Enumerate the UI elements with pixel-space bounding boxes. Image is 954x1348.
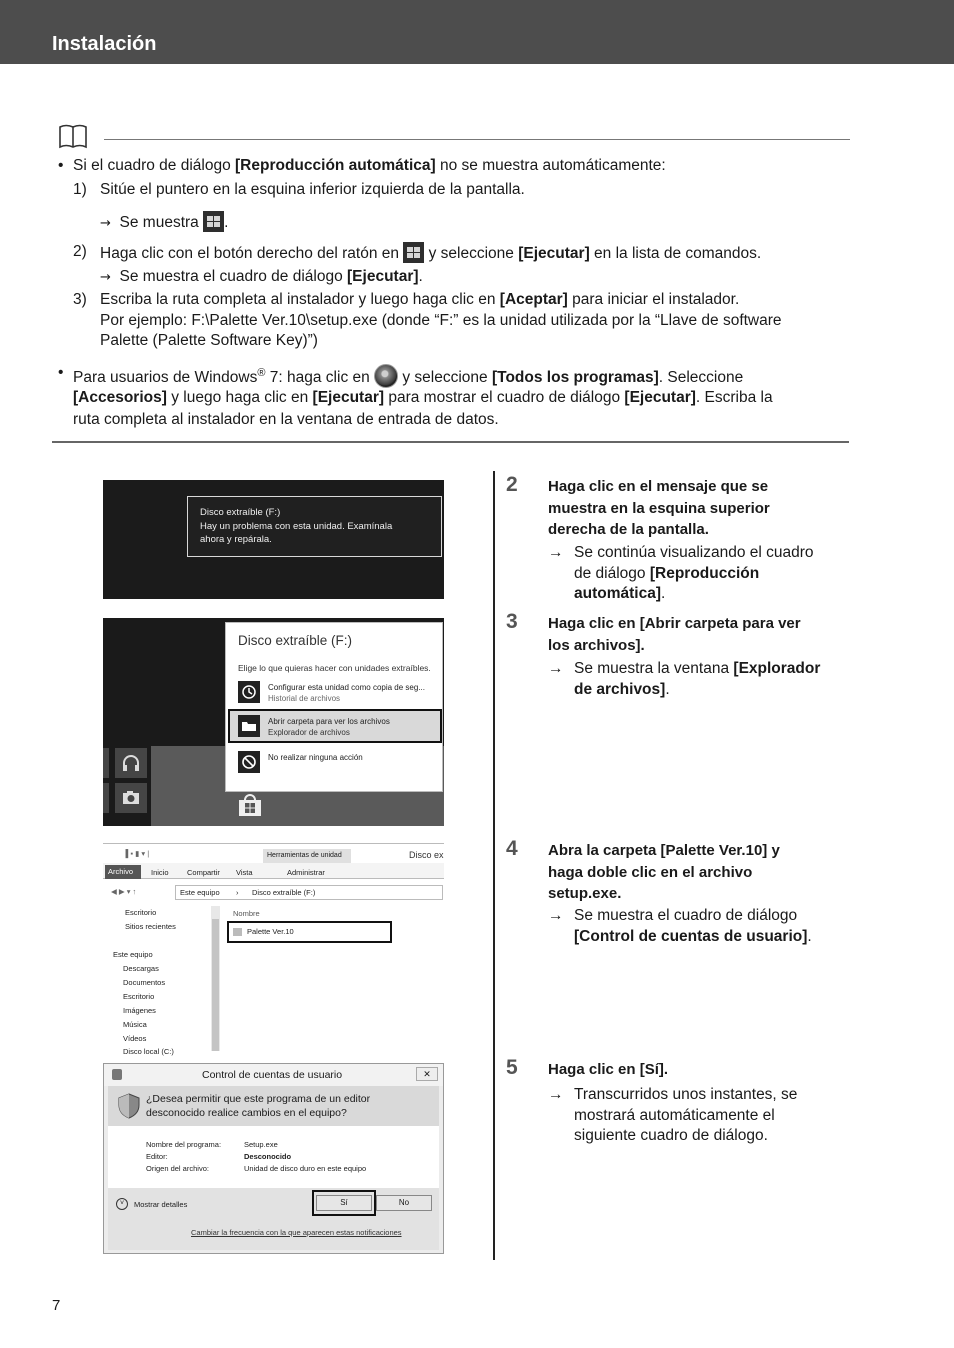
windows-start-icon (203, 211, 224, 232)
note-item2-num: 2) (73, 243, 87, 260)
note-bullet2-line1: Para usuarios de Windows® 7: haga clic en y seleccione [Todos los programas]. Seleccione (73, 363, 743, 388)
nav-item[interactable]: Música (123, 1020, 147, 1029)
folder-icon (238, 715, 260, 737)
note-item1-result: → Se muestra . (100, 211, 228, 234)
step-number: 4 (506, 837, 518, 860)
page-number: 7 (52, 1297, 61, 1314)
toast-title: Disco extraíble (F:) (200, 507, 281, 518)
window-title: Disco ex (409, 850, 444, 860)
tab-home[interactable]: Inicio (151, 868, 169, 877)
windows7-orb-icon (374, 364, 398, 388)
option-label: Abrir carpeta para ver los archivos (268, 717, 390, 726)
screenshot-autoplay-flyout (103, 618, 444, 826)
step-title: Abra la carpeta [Palette Ver.10] y haga doble clic en el archivo setup.exe. (548, 842, 780, 902)
nav-item[interactable]: Este equipo (113, 950, 153, 959)
detail-value: Desconocido (244, 1152, 292, 1161)
show-details-label: Mostrar detalles (134, 1200, 188, 1209)
quick-access-toolbar[interactable]: ▐ ▪ ▮ ▾ | (123, 849, 150, 858)
note-item1-num: 1) (73, 181, 87, 198)
step-title: Haga clic en el mensaje que se muestra en la esquina superior derecha de la pantalla. (548, 478, 770, 538)
step-number: 5 (506, 1056, 518, 1079)
start-tile (103, 748, 109, 778)
step-number: 2 (506, 473, 518, 496)
screenshot-file-explorer (103, 843, 444, 1056)
note-item3-num: 3) (73, 291, 87, 308)
option-open-folder[interactable] (228, 709, 442, 743)
page-title: Instalación (52, 33, 157, 55)
book-icon (58, 124, 88, 150)
nav-item[interactable]: Sitios recientes (125, 922, 176, 931)
camera-tile[interactable] (115, 783, 147, 813)
detail-label: Nombre del programa: (146, 1140, 222, 1149)
note-bullet2-line3: ruta completa al instalador en la ventana de entrada de datos. (73, 411, 499, 428)
flyout-title: Disco extraíble (F:) (238, 633, 353, 648)
option-label: Configurar esta unidad como copia de seg... (268, 683, 425, 692)
folder-item-palette[interactable] (227, 921, 392, 943)
uac-question: ¿Desea permitir que este programa de un editor desconocido realice cambios en el equipo? (146, 1093, 371, 1119)
toast-message: ahora y repárala. (200, 534, 272, 545)
tab-view[interactable]: Vista (236, 868, 253, 877)
screenshot-uac-dialog (103, 1063, 444, 1254)
tab-share[interactable]: Compartir (187, 868, 220, 877)
tab-drive-tools[interactable]: Herramientas de unidad (263, 849, 351, 864)
option-configure-backup[interactable] (228, 675, 442, 709)
nav-item[interactable]: Documentos (123, 978, 166, 987)
step-title: Haga clic en [Abrir carpeta para ver los archivos]. (548, 615, 801, 654)
option-no-action[interactable] (228, 747, 442, 781)
note-item3-line3: Palette (Palette Software Key)”) (100, 332, 318, 349)
breadcrumb-item[interactable]: Disco extraíble (F:) (252, 888, 316, 897)
history-icon (238, 681, 260, 703)
note-item3-text: Escriba la ruta completa al instalador y luego haga clic en [Aceptar] para iniciar el instalador. (100, 291, 740, 308)
step-result: Se muestra la ventana [Explorador de archivos]. (574, 660, 821, 698)
nav-item[interactable]: Vídeos (123, 1034, 147, 1043)
nav-scrollbar-thumb[interactable] (212, 919, 219, 1051)
option-sublabel: Explorador de archivos (268, 728, 350, 737)
no-button[interactable]: No (376, 1195, 432, 1211)
folder-name: Palette Ver.10 (247, 927, 294, 936)
uac-question-band (108, 1086, 439, 1126)
note-bullet2-line2: [Accesorios] y luego haga clic en [Ejecutar] para mostrar el cuadro de diálogo [Ejecutar]. Escriba la (73, 389, 773, 406)
flyout-subtitle: Elige lo que quieras hacer con unidades extraíbles. (238, 663, 431, 673)
screenshot-autoplay-toast (103, 480, 444, 599)
navigation-pane (103, 904, 221, 1056)
yes-button[interactable]: Sí (316, 1195, 372, 1211)
option-sublabel: Historial de archivos (268, 694, 341, 703)
shield-icon (112, 1069, 122, 1080)
step-result-arrow: → (548, 907, 564, 924)
toast-notification[interactable] (187, 496, 442, 557)
detail-label: Origen del archivo: (146, 1164, 209, 1173)
nav-item[interactable]: Escritorio (125, 908, 157, 917)
step-result: Se muestra el cuadro de diálogo [Control de cuentas de usuario]. (574, 907, 812, 945)
autoplay-flyout (225, 622, 443, 792)
start-tile (103, 783, 109, 813)
no-action-icon (238, 751, 260, 773)
toast-message: Hay un problema con esta unidad. Examínala (200, 520, 393, 532)
nav-item[interactable]: Disco local (C:) (123, 1047, 174, 1056)
note-bullet1-marker: • (58, 157, 64, 174)
tab-file[interactable]: Archivo (105, 865, 141, 879)
windows-start-icon (403, 242, 424, 263)
close-button[interactable]: ✕ (416, 1067, 438, 1081)
column-divider (493, 471, 495, 1260)
note-item1-text: Sitúe el puntero en la esquina inferior izquierda de la pantalla. (100, 181, 525, 198)
store-icon (235, 790, 265, 818)
breadcrumb-item[interactable]: Este equipo (180, 888, 220, 897)
uac-details (108, 1126, 439, 1188)
step-result-arrow: → (548, 660, 564, 677)
detail-value: Setup.exe (244, 1140, 278, 1149)
detail-value: Unidad de disco duro en este equipo (244, 1164, 367, 1173)
camera-icon (115, 783, 147, 813)
step-result: Se continúa visualizando el cuadro de diálogo [Reproducción automática]. (574, 544, 814, 602)
note-item3-line2: Por ejemplo: F:\Palette Ver.10\setup.exe (donde “F:” es la unidad utilizada por la “Llave de software (100, 312, 782, 329)
shield-icon (118, 1093, 140, 1119)
uac-titlebar (104, 1064, 443, 1086)
tab-manage[interactable]: Administrar (287, 868, 325, 877)
note-item2-text: Haga clic con el botón derecho del ratón en y seleccione [Ejecutar] en la lista de comandos. (100, 242, 761, 264)
headphones-icon (115, 748, 147, 778)
note-top-rule (104, 139, 850, 140)
note-bottom-rule (52, 441, 849, 443)
note-bullet1: Si el cuadro de diálogo [Reproducción automática] no se muestra automáticamente: (73, 157, 666, 174)
step-result-arrow: → (548, 1086, 564, 1103)
headphones-tile[interactable] (115, 748, 147, 778)
folder-icon (233, 928, 242, 936)
chevron-down-icon: ˅ (116, 1198, 128, 1210)
step-number: 3 (506, 610, 518, 633)
nav-item[interactable]: Escritorio (123, 992, 155, 1001)
uac-title: Control de cuentas de usuario (202, 1069, 343, 1081)
step-title: Haga clic en [Sí]. (548, 1061, 669, 1078)
breadcrumb-separator: › (236, 888, 239, 897)
step-result: Transcurridos unos instantes, se mostrará automáticamente el siguiente cuadro de diálogo. (574, 1086, 798, 1144)
address-bar[interactable] (175, 885, 443, 900)
nav-item[interactable]: Imágenes (123, 1006, 156, 1015)
detail-label: Editor: (146, 1152, 168, 1161)
notification-settings-link[interactable]: Cambiar la frecuencia con la que aparecen estas notificaciones (191, 1228, 402, 1237)
nav-item[interactable]: Descargas (123, 964, 159, 973)
nav-back-forward-buttons[interactable]: ◀ ▶ ▾ ↑ (111, 887, 137, 896)
note-bullet2-marker: • (58, 364, 64, 381)
option-label: No realizar ninguna acción (268, 753, 363, 762)
step-result-arrow: → (548, 544, 564, 561)
note-item2-result: → Se muestra el cuadro de diálogo [Ejecutar]. (100, 268, 423, 285)
column-header-name[interactable]: Nombre (233, 909, 260, 918)
